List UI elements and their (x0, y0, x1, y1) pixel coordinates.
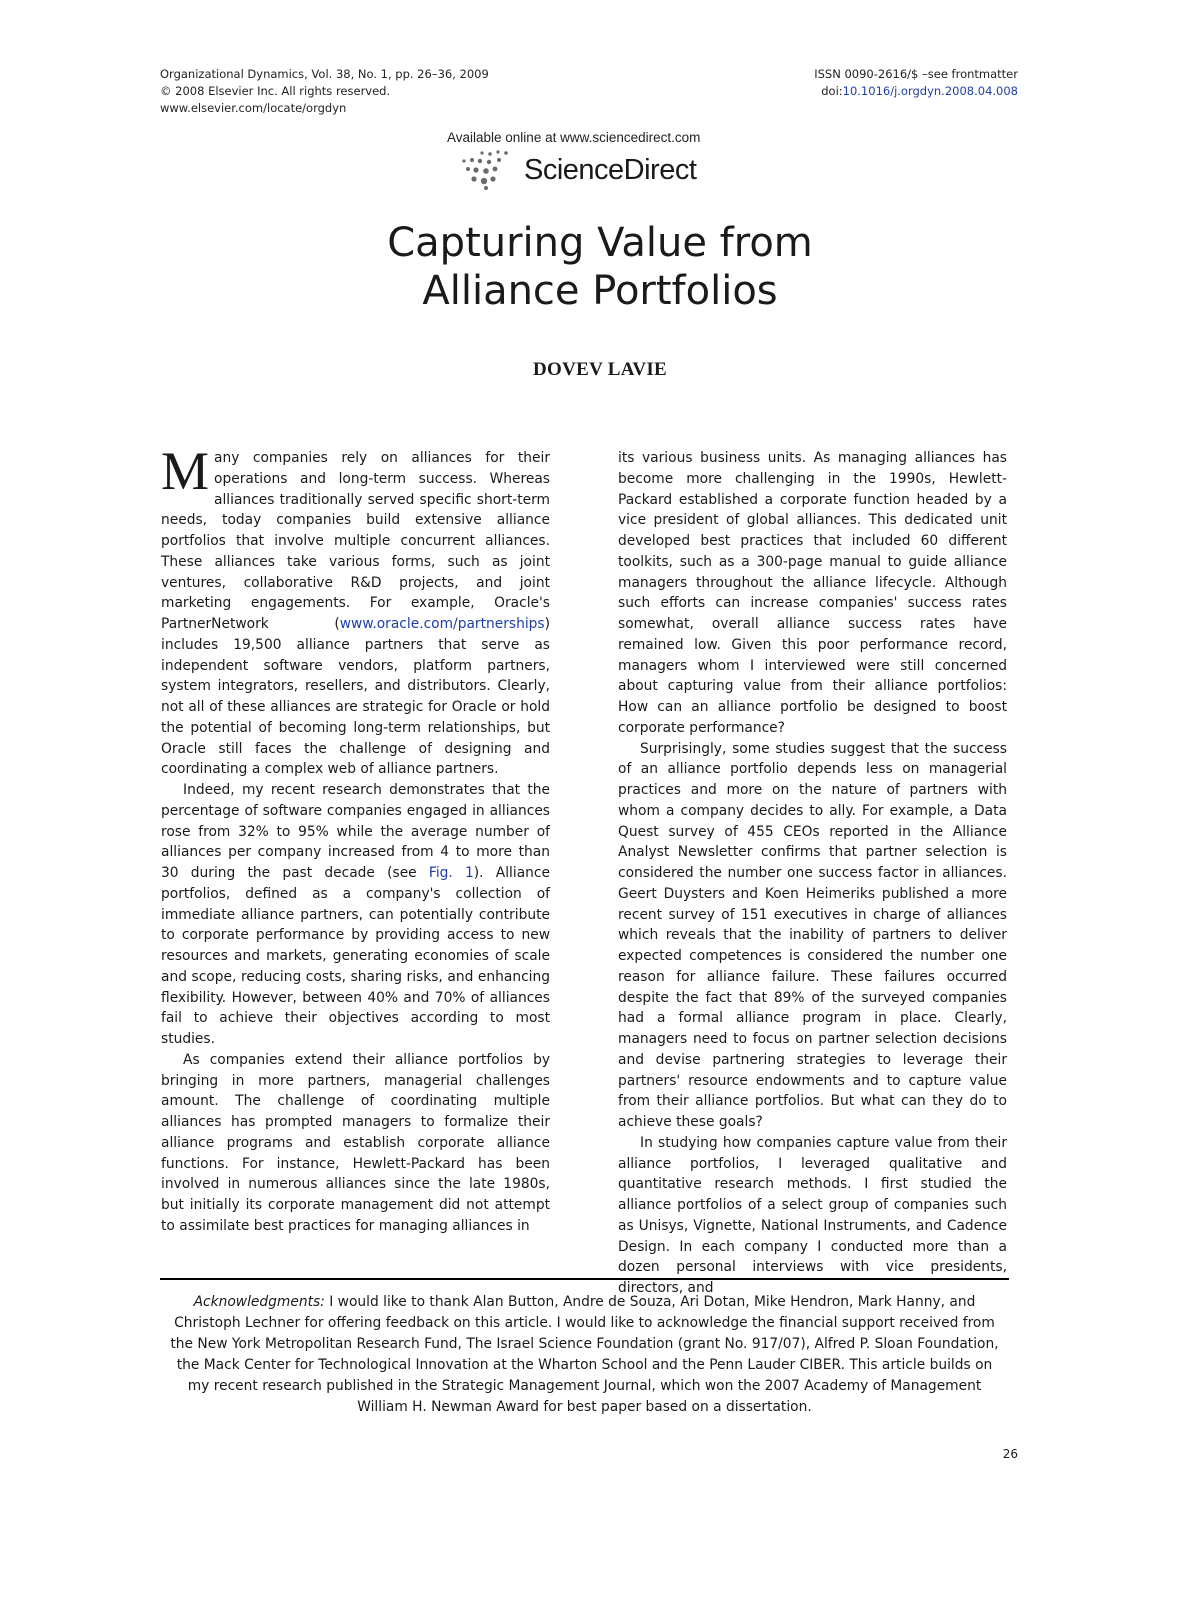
sciencedirect-dots-icon (462, 150, 514, 190)
doi-line (814, 83, 1018, 100)
paragraph-1 (161, 441, 550, 780)
paragraph-2-text-b: ). Alliance portfolios, defined as a company's collection of immediate alliance partners, can potentially contribute to corporate performance by providing access to new resources and markets, generating economies of scale and scope, reducing costs, sharing risks, and enhancing flexibility. However, between 40% and 70% of alliances fail to achieve their objectives according to most studies. (161, 865, 550, 1047)
figure-1-link[interactable]: Fig. 1 (428, 865, 474, 881)
page-number: 26 (1002, 1447, 1018, 1461)
journal-citation (160, 66, 489, 117)
doi-link[interactable]: 10.1016/j.orgdyn.2008.04.008 (842, 84, 1018, 98)
oracle-partnerships-link[interactable]: www.oracle.com/partnerships (339, 616, 545, 632)
body-column-left (161, 441, 550, 1237)
title-line-2: Alliance Portfolios (422, 268, 778, 314)
paragraph-2 (161, 780, 550, 1050)
available-online-text: Available online at www.sciencedirect.com (447, 130, 701, 145)
drop-cap: M (161, 441, 210, 501)
issn-line: ISSN 0090-2616/$ –see frontmatter (814, 67, 1018, 81)
acknowledgments-text: I would like to thank Alan Button, Andre de Souza, Ari Dotan, Mike Hendron, Mark Hanny, and Christoph Lechner for offering feedback on this article. I would like to acknowledge the financial support received from the New York Metropolitan Research Fund, The Israel Science Foundation (grant No. 917/07), Alfred P. Sloan Foundation, the Mack Center for Technological Innovation at the Wharton School and the Penn Lauder CIBER. This article builds on my recent research published in the Strategic Management Journal, which won the 2007 Academy of Management William H. Newman Award for best paper based on a dissertation. (170, 1294, 999, 1415)
journal-url[interactable]: www.elsevier.com/locate/orgdyn (160, 101, 347, 115)
paragraph-1-text-b: ) includes 19,500 alliance partners that serve as independent software vendors, platform partners, system integrators, resellers, and distributors. Clearly, not all of these alliances are strategic for Oracle or hold the potential of becoming long-term relationships, but Oracle still faces the challenge of designing and coordinating a complex web of alliance partners. (161, 616, 550, 778)
body-column-right (618, 448, 1007, 1299)
paragraph-5: In studying how companies capture value from their alliance portfolios, I leveraged qualitative and quantitative research methods. I first studied the alliance portfolios of a select group of companies such as Unisys, Vignette, National Instruments, and Cadence Design. In each company I conducted more than a dozen personal interviews with vice presidents, directors, and (618, 1134, 1007, 1296)
issn-doi-block (814, 66, 1018, 100)
copyright-line: © 2008 Elsevier Inc. All rights reserved. (160, 84, 391, 98)
paragraph-4: Surprisingly, some studies suggest that the success of an alliance portfolio depends less on managerial practices and more on the nature of partners with whom a company decides to ally. For example, a Data Quest survey of 455 CEOs reported in the Alliance Analyst Newsletter confirms that partner selection is considered the number one success factor in alliances. Geert Duysters and Koen Heimeriks published a more recent survey of 151 executives in charge of alliances which reveals that the inability of partners to deliver expected competences is considered the number one reason for alliance failure. These failures occurred despite the fact that 89% of the surveyed companies had a formal alliance program in place. Clearly, managers need to focus on partner selection decisions and devise partnering strategies to leverage their partners' resource endowments and to capture value from their alliance portfolios. But what can they do to achieve these goals? (618, 740, 1007, 1130)
article-title (0, 219, 1200, 315)
title-line-1: Capturing Value from (387, 220, 813, 266)
paragraph-3: As companies extend their alliance portfolios by bringing in more partners, managerial challenges amount. The challenge of coordinating multiple alliances has prompted managers to formalize their alliance programs and establish corporate alliance functions. For instance, Hewlett-Packard has been involved in numerous alliances since the late 1980s, but initially its corporate management did not attempt to assimilate best practices for managing alliances in (161, 1051, 550, 1234)
acknowledgments-label: Acknowledgments: (193, 1294, 325, 1310)
footnote-divider (160, 1278, 1009, 1280)
doi-prefix: doi: (821, 84, 843, 98)
acknowledgments (168, 1292, 1001, 1418)
journal-volume-line: Organizational Dynamics, Vol. 38, No. 1, pp. 26–36, 2009 (160, 67, 489, 81)
paragraph-3-continued: its various business units. As managing alliances has become more challenging in the 1990s, Hewlett-Packard established a corporate function headed by a vice president of global alliances. This dedicated unit developed best practices that included 60 different toolkits, such as a 300-page manual to guide alliance managers throughout the alliance lifecycle. Although such efforts can increase companies' success rates somewhat, overall alliance success rates have remained low. Given this poor performance record, managers whom I interviewed were still concerned about capturing value from their alliance portfolios: How can an alliance portfolio be designed to boost corporate performance? (618, 450, 1007, 736)
article-author: DOVEV LAVIE (532, 359, 668, 380)
paragraph-2-text-a: Indeed, my recent research demonstrates that the percentage of software companies engaged in alliances rose from 32% to 95% while the average number of alliances per company increased from 4 to more than 30 during the past decade (see (161, 782, 550, 881)
sciencedirect-wordmark: ScienceDirect (524, 154, 697, 186)
paragraph-1-text-a: any companies rely on alliances for their operations and long-term success. Whereas alliances traditionally served specific short-term needs, today companies build extensive alliance portfolios that involve multiple concurrent alliances. These alliances take various forms, such as joint ventures, collaborative R&D projects, and joint marketing engagements. For example, Oracle's PartnerNetwork ( (161, 450, 550, 632)
